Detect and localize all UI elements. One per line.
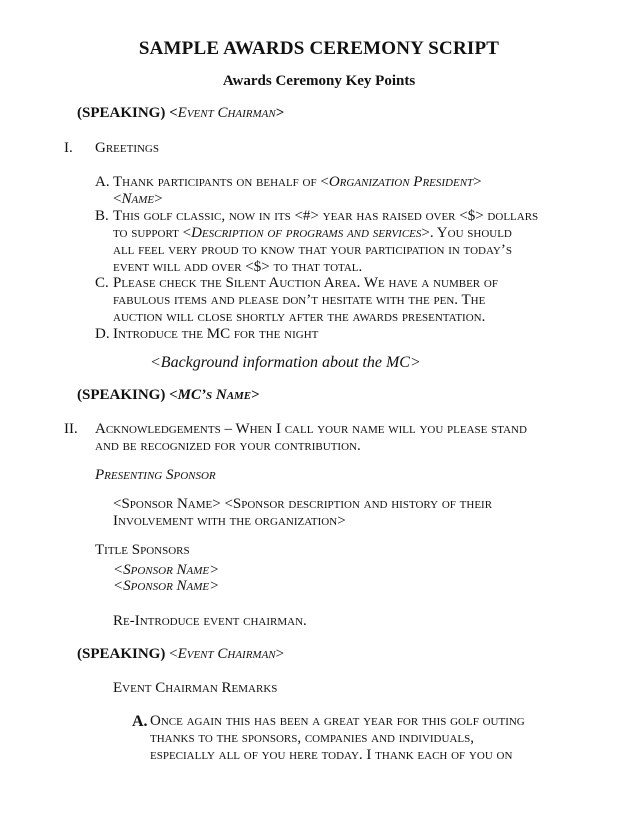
presenting-sponsor-heading: Presenting Sponsor [95,467,216,483]
item-line: fabulous items and please don’t hesitate with the pen. The [113,292,486,308]
section-heading: Greetings [95,140,159,156]
title-sponsor-name: <Sponsor Name> [113,578,220,594]
item-letter: A. [95,174,110,190]
bracket-close: > [275,105,285,121]
section-numeral: I. [64,140,73,156]
speaking-cue-1 [77,105,284,122]
bracket-close: > [275,646,285,662]
section-heading: and be recognized for your contribution. [95,438,361,454]
page-title: SAMPLE AWARDS CEREMONY SCRIPT [138,38,500,59]
speaking-label: (SPEAKING) [77,646,166,662]
remarks-line: especially all of you here today. I thank each of you on [150,747,513,763]
speaker-name: MC’s Name [177,387,252,403]
bracket-open: < [169,387,178,403]
item-line: all feel very proud to know that your participation in today’s [113,242,512,258]
page-subtitle: Awards Ceremony Key Points [222,73,416,89]
presenting-sponsor-line: Involvement with the organization> [113,513,346,529]
speaking-cue-3 [77,646,284,663]
section-heading: Acknowledgements – When I call your name will you please stand [95,421,527,437]
speaking-cue-2 [77,387,260,404]
bracket-close: > [251,387,260,403]
speaker-name: Event Chairman [177,105,276,121]
item-line: <Name> [113,191,163,207]
section-numeral: II. [64,421,78,437]
title-sponsors-heading: Title Sponsors [95,542,190,558]
item-line: event will add over <$> to that total. [113,259,363,275]
speaking-label: (SPEAKING) [77,105,166,121]
item-letter: C. [95,275,109,291]
remarks-line: thanks to the sponsors, companies and individuals, [150,730,474,746]
item-line: Thank participants on behalf of <Organization President> [113,174,482,190]
item-line: This golf classic, now in its <#> year has raised over <$> dollars [113,208,539,224]
speaker-name: Event Chairman [177,646,276,662]
reintroduce-note: Re-Introduce event chairman. [113,613,307,629]
presenting-sponsor-line: <Sponsor Name> <Sponsor description and history of their [113,496,493,512]
bracket-open: < [169,646,178,662]
title-sponsor-name: <Sponsor Name> [113,562,220,578]
remarks-heading: Event Chairman Remarks [113,680,278,696]
background-info-note: <Background information about the MC> [150,354,421,371]
speaking-label: (SPEAKING) [77,387,166,403]
item-line: Introduce the MC for the night [113,326,319,342]
remarks-line: Once again this has been a great year for this golf outing [150,713,525,729]
item-line: Please check the Silent Auction Area. We have a number of [113,275,498,291]
bracket-open: < [169,105,178,121]
item-line: auction will close shortly after the awards presentation. [113,309,486,325]
item-letter: D. [95,326,110,342]
item-letter: A. [132,713,148,730]
item-letter: B. [95,208,109,224]
item-line: to support <Description of programs and services>. You should [113,225,512,241]
